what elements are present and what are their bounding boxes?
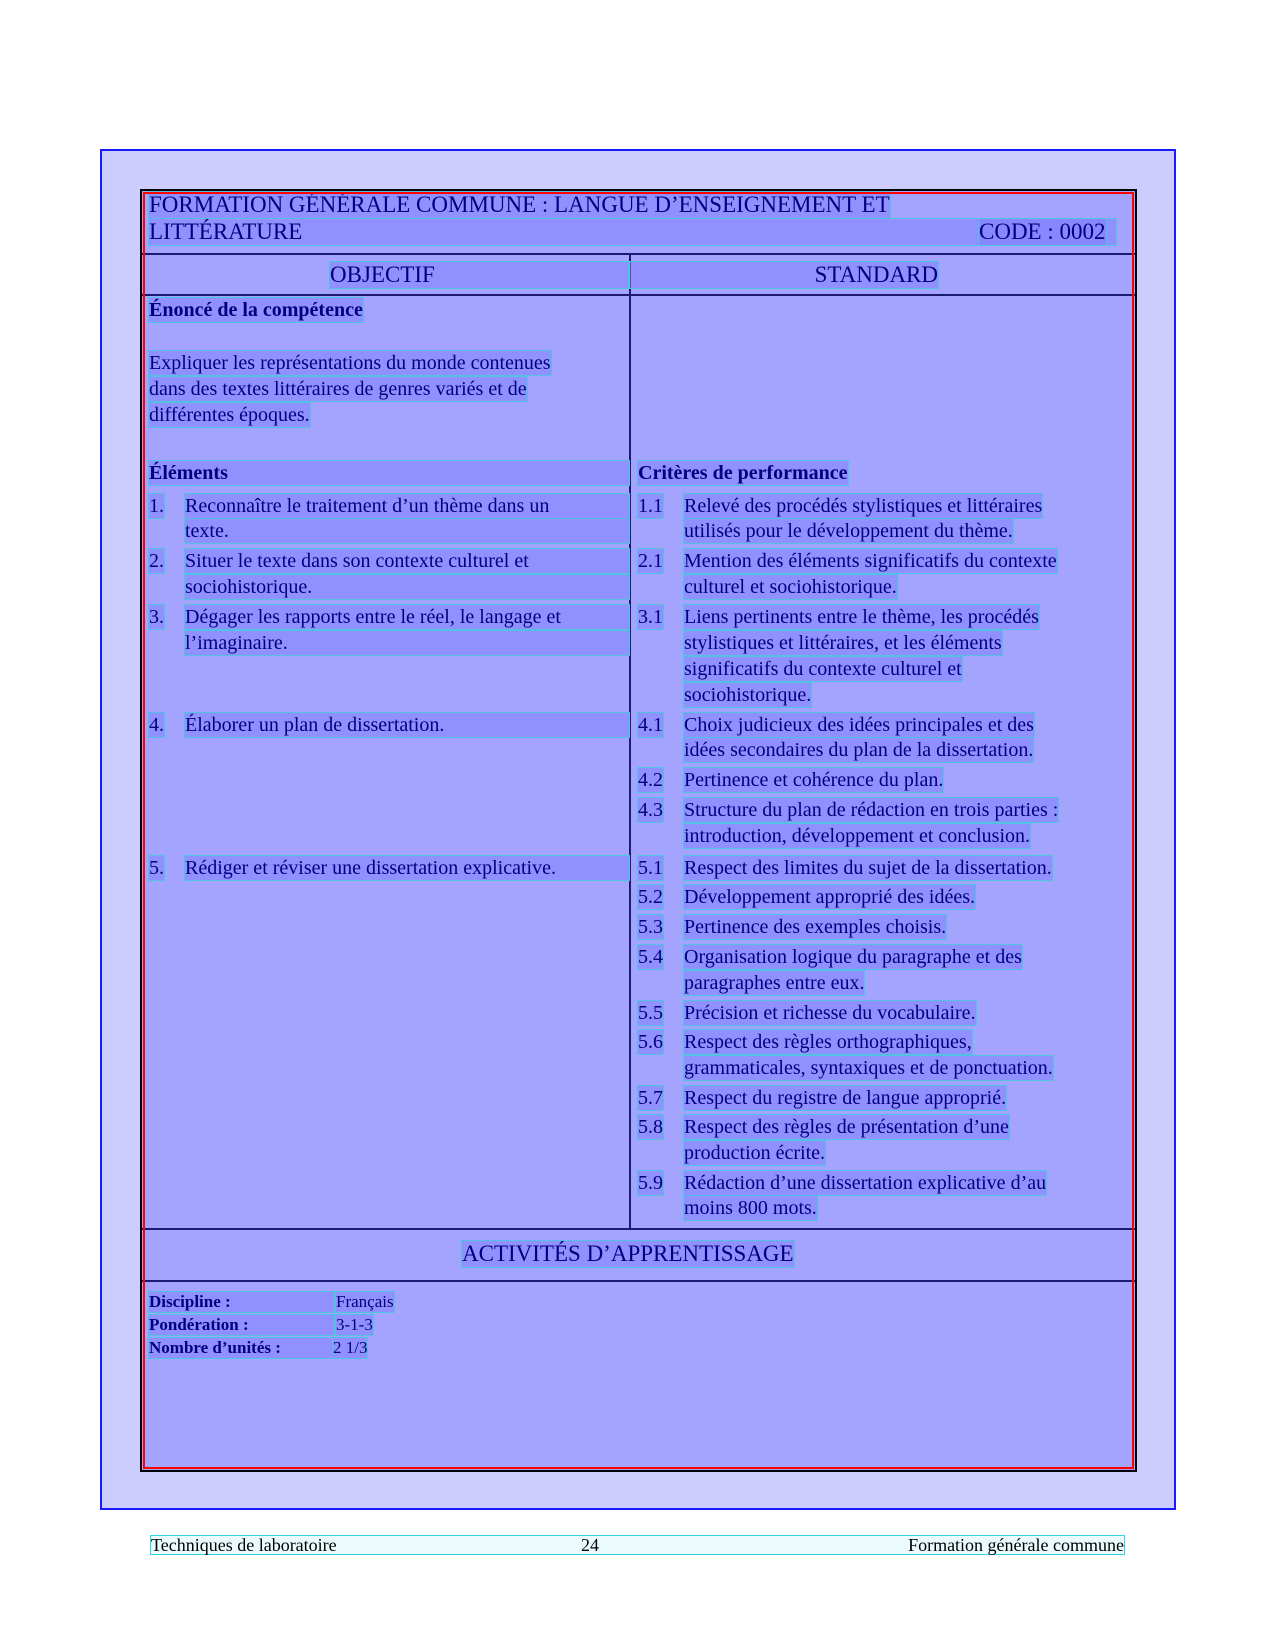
footer-program: Techniques de laboratoire	[151, 1535, 337, 1555]
critere-text-line: production écrite.	[684, 1142, 826, 1164]
footer-page-number: 24	[581, 1535, 599, 1555]
critere-text-line: utilisés pour le développement du thème.	[684, 520, 1013, 542]
critere-number: 5.5	[638, 1002, 663, 1024]
critere-text-line: moins 800 mots.	[684, 1197, 817, 1219]
critere-text-line: Pertinence des exemples choisis.	[684, 916, 947, 938]
document-title-line2: LITTÉRATURE	[149, 219, 1116, 245]
element-text-line: Situer le texte dans son contexte culturel et	[185, 549, 629, 573]
course-code: CODE : 0002	[979, 219, 1106, 244]
document-title-line1: FORMATION GÉNÉRALE COMMUNE : LANGUE D’ENSEIGNEMENT ET	[149, 192, 890, 217]
element-number: 1.	[149, 495, 164, 517]
element-number: 2.	[149, 550, 164, 572]
columns-divider	[142, 294, 1135, 296]
critere-number: 3.1	[638, 606, 663, 628]
critere-text-line: Respect des règles orthographiques,	[684, 1031, 972, 1053]
activities-top-divider	[142, 1228, 1135, 1230]
element-number: 3.	[149, 606, 164, 628]
discipline-label: Discipline :	[149, 1292, 334, 1312]
discipline-value: Français	[336, 1292, 394, 1311]
element-text-line: Élaborer un plan de dissertation.	[185, 713, 629, 737]
critere-text-line: Rédaction d’une dissertation explicative d’au	[684, 1172, 1047, 1194]
critere-number: 4.1	[638, 714, 663, 736]
critere-text-line: significatifs du contexte culturel et	[684, 658, 962, 680]
critere-text-line: grammaticales, syntaxiques et de ponctuation.	[684, 1057, 1053, 1079]
element-text-line: Dégager les rapports entre le réel, le langage et	[185, 605, 629, 629]
footer-section: Formation générale commune	[908, 1535, 1124, 1555]
criteres-heading: Critères de performance	[638, 462, 848, 484]
critere-text-line: Relevé des procédés stylistiques et littéraires	[684, 495, 1043, 517]
critere-text-line: Pertinence et cohérence du plan.	[684, 769, 944, 791]
unites-label: Nombre d’unités :	[149, 1338, 332, 1358]
element-text-line: l’imaginaire.	[185, 631, 629, 655]
element-number: 5.	[149, 857, 164, 879]
critere-text-line: idées secondaires du plan de la dissertation.	[684, 739, 1034, 761]
critere-text-line: Respect des limites du sujet de la dissertation.	[684, 857, 1052, 879]
critere-number: 5.1	[638, 857, 663, 879]
critere-text-line: stylistiques et littéraires, et les éléments	[684, 632, 1002, 654]
critere-text-line: paragraphes entre eux.	[684, 972, 865, 994]
element-text-line: Rédiger et réviser une dissertation explicative.	[185, 856, 629, 880]
objectif-column-heading: OBJECTIF	[330, 262, 628, 288]
element-number: 4.	[149, 714, 164, 736]
critere-number: 5.3	[638, 916, 663, 938]
element-text-line: texte.	[185, 519, 629, 543]
standard-column-heading: STANDARD	[630, 262, 938, 288]
critere-text-line: Développement approprié des idées.	[684, 886, 976, 908]
ponderation-value: 3-1-3	[336, 1315, 373, 1334]
critere-text-line: Organisation logique du paragraphe et des	[684, 946, 1022, 968]
column-separator	[629, 253, 631, 1229]
critere-number: 5.6	[638, 1031, 663, 1053]
critere-number: 5.8	[638, 1116, 663, 1138]
activities-heading: ACTIVITÉS D’APPRENTISSAGE	[462, 1241, 794, 1266]
competence-heading: Énoncé de la compétence	[149, 299, 363, 321]
critere-text-line: Respect du registre de langue approprié.	[684, 1087, 1007, 1109]
critere-text-line: Respect des règles de présentation d’une	[684, 1116, 1009, 1138]
unites-value: 2 1/3	[333, 1338, 368, 1357]
element-text-line: sociohistorique.	[185, 575, 629, 599]
critere-number: 5.4	[638, 946, 663, 968]
critere-text-line: introduction, développement et conclusion.	[684, 825, 1031, 847]
critere-number: 5.7	[638, 1087, 663, 1109]
competence-text-line: dans des textes littéraires de genres variés et de	[149, 378, 527, 400]
elements-heading: Éléments	[149, 461, 629, 485]
critere-text-line: Choix judicieux des idées principales et des	[684, 714, 1034, 736]
activities-bottom-divider	[142, 1280, 1135, 1282]
critere-text-line: Mention des éléments significatifs du contexte	[684, 550, 1057, 572]
critere-text-line: culturel et sociohistorique.	[684, 576, 897, 598]
critere-text-line: Précision et richesse du vocabulaire.	[684, 1002, 976, 1024]
critere-number: 1.1	[638, 495, 663, 517]
critere-number: 4.2	[638, 769, 663, 791]
critere-text-line: Structure du plan de rédaction en trois parties :	[684, 799, 1059, 821]
critere-number: 4.3	[638, 799, 663, 821]
critere-number: 5.2	[638, 886, 663, 908]
header-divider	[142, 253, 1135, 255]
critere-number: 5.9	[638, 1172, 663, 1194]
competence-text-line: différentes époques.	[149, 404, 310, 426]
page-footer	[150, 1535, 1125, 1555]
competence-text-line: Expliquer les représentations du monde contenues	[149, 352, 551, 374]
critere-number: 2.1	[638, 550, 663, 572]
ponderation-label: Pondération :	[149, 1315, 334, 1335]
element-text-line: Reconnaître le traitement d’un thème dans un	[185, 494, 629, 518]
critere-text-line: Liens pertinents entre le thème, les procédés	[684, 606, 1039, 628]
critere-text-line: sociohistorique.	[684, 684, 812, 706]
